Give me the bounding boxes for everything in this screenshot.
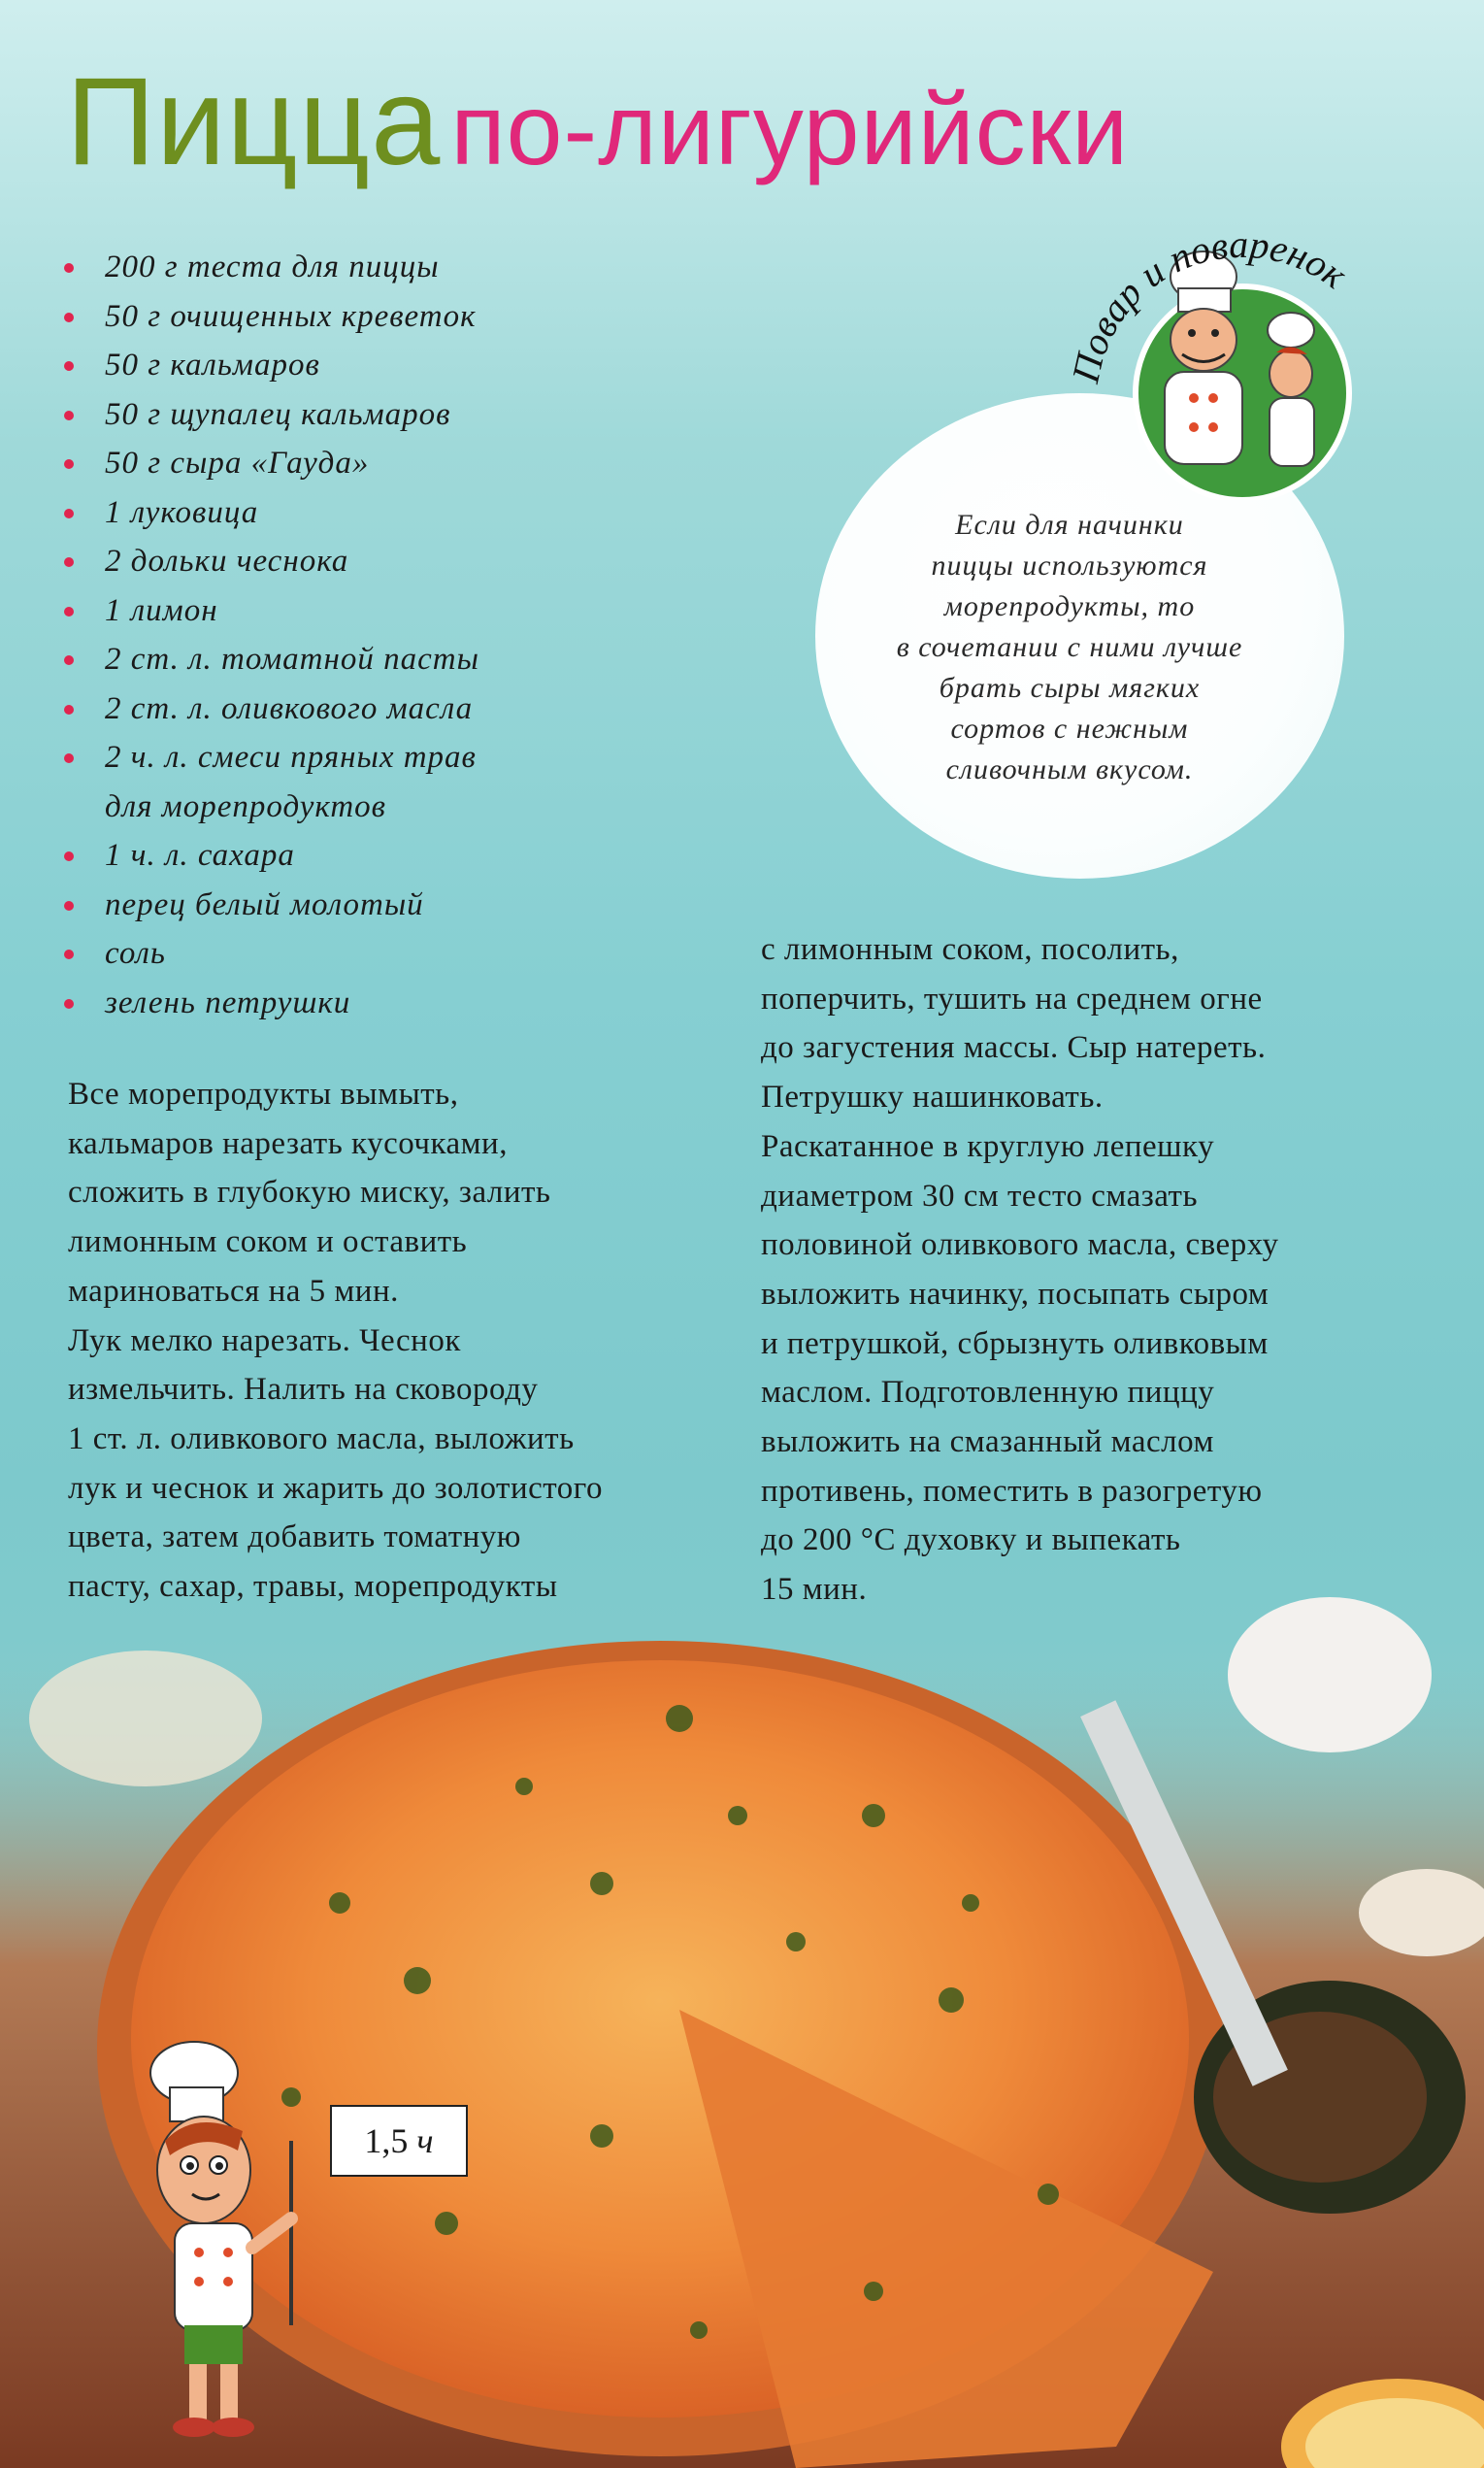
cooking-time-sign — [330, 2105, 468, 2177]
chef-logo-icon — [1058, 209, 1427, 500]
bullet-icon — [64, 655, 74, 665]
recipe-title — [66, 50, 1129, 193]
ingredient-item: перец белый молотый — [60, 881, 643, 930]
ingredients-list — [60, 243, 643, 1027]
title-part2: по-лигурийски — [450, 74, 1130, 186]
title-part1: Пицца — [66, 52, 442, 191]
bullet-icon — [64, 313, 74, 322]
bullet-icon — [64, 557, 74, 567]
ingredient-item: 50 г сыра «Гауда» — [60, 439, 643, 488]
cooking-time-unit: ч — [416, 2121, 434, 2160]
little-chef-illustration — [116, 2034, 349, 2461]
ingredient-item: 2 ст. л. томатной пасты — [60, 635, 643, 684]
ingredient-item: зелень петрушки — [60, 979, 643, 1028]
ingredient-item: 2 ч. л. смеси пряных трав — [60, 733, 643, 783]
bullet-icon — [64, 950, 74, 959]
chef-badge — [1058, 209, 1427, 500]
bullet-icon — [64, 509, 74, 518]
bullet-icon — [64, 999, 74, 1009]
bullet-icon — [64, 263, 74, 273]
ingredient-item: 2 дольки чеснока — [60, 537, 643, 586]
bullet-icon — [64, 411, 74, 420]
ingredient-item-continuation: для морепродуктов — [105, 788, 387, 824]
badge-text: Повар и поваренок — [1063, 221, 1356, 387]
bullet-icon — [64, 705, 74, 715]
ingredient-item: 200 г теста для пиццы — [60, 243, 643, 292]
ingredient-item: 1 ч. л. сахара — [60, 831, 643, 881]
ingredient-item: 1 лимон — [60, 586, 643, 636]
ingredient-item: 50 г кальмаров — [60, 341, 643, 390]
ingredient-item: 50 г очищенных креветок — [60, 292, 643, 342]
bullet-icon — [64, 459, 74, 469]
chef-icon — [116, 2034, 349, 2461]
ingredient-item: 50 г щупалец кальмаров — [60, 390, 643, 440]
bullet-icon — [64, 361, 74, 371]
instructions-column-1: Все морепродукты вымыть, кальмаров нарезать кусочками, сложить в глубокую миску, залить лимонным соком и оставить мариноваться на 5 мин. Лук мелко нарезать. Чеснок измельчить. Налить на сковороду 1 ст. л. оливкового масла, выложить лук и чеснок и жарить до золотистого цвета, затем добавить томатную пасту, сахар, травы, морепродукты — [68, 1077, 603, 1605]
bullet-icon — [64, 753, 74, 763]
instructions-column-2: с лимонным соком, посолить, поперчить, тушить на среднем огне до загустения массы. Сыр натереть. Петрушку нашинковать. Раскатанное в круглую лепешку диаметром 30 см тесто смазать половиной оливкового масла, сверху выложить начинку, посыпать сыром и петрушкой, сбрызнуть оливковым маслом. Подготовленную пиццу выложить на смазанный маслом противень, поместить в разогретую до 200 °С духовку и выпекать 15 мин. — [761, 932, 1279, 1608]
ingredient-item: 2 ст. л. оливкового масла — [60, 684, 643, 734]
ingredient-item: соль — [60, 929, 643, 979]
ingredient-item: 1 луковица — [60, 488, 643, 538]
bullet-icon — [64, 851, 74, 861]
cooking-time-value: 1,5 — [364, 2121, 409, 2160]
bullet-icon — [64, 901, 74, 911]
bullet-icon — [64, 607, 74, 617]
tip-text: Если для начинки пиццы используются морепродукты, то в сочетании с ними лучше брать сыры мягких сортов с нежным сливочным вкусом. — [896, 509, 1243, 785]
